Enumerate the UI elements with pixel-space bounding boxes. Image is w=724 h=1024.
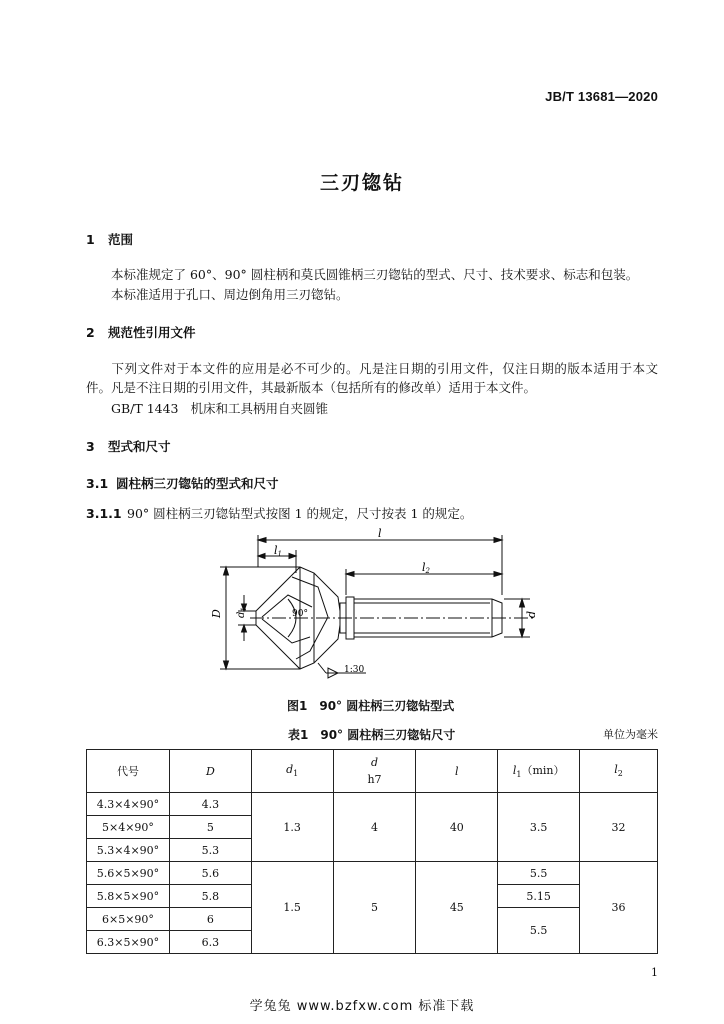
section-3-1-heading [86, 474, 279, 492]
section-2-heading [86, 323, 196, 341]
cell-D: 5.8 [169, 885, 251, 908]
cell-code: 5.6×5×90° [87, 862, 170, 885]
header-D: D [169, 750, 251, 793]
dim-label-d: d [525, 610, 538, 618]
cell-code: 4.3×4×90° [87, 793, 170, 816]
cell-code: 5.8×5×90° [87, 885, 170, 908]
section-number: 3.1.1 [86, 506, 122, 521]
section-number: 3.1 [86, 476, 109, 491]
paragraph-text: 本标准规定了 60°、90° 圆柱柄和莫氏圆锥柄三刃锪钻的型式、尺寸、技术要求、标志和包装。 [111, 267, 639, 282]
section-number: 2 [86, 325, 95, 340]
cell-D: 4.3 [169, 793, 251, 816]
section-number: 1 [86, 232, 95, 247]
figure-1-drawing [200, 525, 540, 690]
cell-d1: 1.3 [251, 793, 333, 862]
section-1-heading [86, 230, 133, 248]
document-title: 三刃锪钻 [319, 172, 404, 194]
paragraph-text: 下列文件对于本文件的应用是必不可少的。凡是注日期的引用文件，仅注日期的版本适用于本文件。凡是不注日期的引用文件，其最新版本（包括所有的修改单）适用于本文件。 [86, 361, 658, 395]
table-row [87, 793, 658, 816]
cell-d: 5 [333, 862, 416, 954]
section-2-paragraph-1 [86, 359, 658, 397]
dim-label-l2: l2 [422, 561, 430, 575]
cell-l1: 5.5 [498, 862, 580, 885]
cell-l2: 36 [580, 862, 658, 954]
cell-code: 6×5×90° [87, 908, 170, 931]
figure-1-caption: 图1 90° 圆柱柄三刃锪钻型式 [287, 699, 455, 713]
section-title: 范围 [108, 232, 134, 247]
normative-reference [111, 399, 328, 417]
cell-D: 5.3 [169, 839, 251, 862]
standard-number: JB/T 13681—2020 [545, 89, 658, 104]
dimensions-table [86, 749, 658, 954]
footer-watermark: 学兔兔 www.bzfxw.com 标准下载 [249, 999, 475, 1014]
cell-D: 5 [169, 816, 251, 839]
cell-D: 5.6 [169, 862, 251, 885]
dim-label-D: D [210, 609, 223, 618]
table-1-caption: 表1 90° 圆柱柄三刃锪钻尺寸 [288, 728, 456, 742]
header-d1: $d_1$ [251, 750, 333, 793]
angle-label: 90° [292, 609, 308, 619]
section-title: 圆柱柄三刃锪钻的型式和尺寸 [116, 476, 279, 491]
cell-d: 4 [333, 793, 416, 862]
table-row [87, 862, 658, 885]
cell-l1: 5.15 [498, 885, 580, 908]
taper-label: 1:30 [344, 665, 365, 675]
section-3-1-1 [86, 504, 472, 522]
cell-l2: 32 [580, 793, 658, 862]
cell-code: 5.3×4×90° [87, 839, 170, 862]
header-l2: $l_2$ [580, 750, 658, 793]
header-d: d h7 [333, 750, 416, 793]
cell-code: 6.3×5×90° [87, 931, 170, 954]
table-header-row [87, 750, 658, 793]
section-1-paragraph-1 [86, 265, 658, 284]
dim-label-l: l [378, 527, 382, 540]
section-title: 型式和尺寸 [108, 439, 171, 454]
dim-label-l1: l1 [274, 544, 282, 558]
page-number: 1 [651, 966, 658, 979]
section-1-paragraph-2 [86, 285, 658, 304]
reference-title: 机床和工具柄用自夹圆锥 [190, 401, 328, 416]
section-title: 规范性引用文件 [108, 325, 196, 340]
cell-d1: 1.5 [251, 862, 333, 954]
header-code: 代号 [87, 750, 170, 793]
unit-note: 单位为毫米 [603, 728, 658, 741]
header-l1: $l_1(\min)$ [498, 750, 580, 793]
cell-l: 40 [416, 793, 498, 862]
cell-l: 45 [416, 862, 498, 954]
header-l: l [416, 750, 498, 793]
reference-code: GB/T 1443 [111, 401, 179, 416]
section-3-heading [86, 437, 171, 455]
paragraph-text: 本标准适用于孔口、周边倒角用三刃锪钻。 [111, 287, 349, 302]
clause-text: 90° 圆柱柄三刃锪钻型式按图 1 的规定，尺寸按表 1 的规定。 [127, 506, 473, 521]
cell-D: 6 [169, 908, 251, 931]
section-number: 3 [86, 439, 95, 454]
cell-l1: 3.5 [498, 793, 580, 862]
dim-label-d1: $d_1$ [236, 607, 248, 618]
cell-l1: 5.5 [498, 908, 580, 954]
cell-code: 5×4×90° [87, 816, 170, 839]
cell-D: 6.3 [169, 931, 251, 954]
